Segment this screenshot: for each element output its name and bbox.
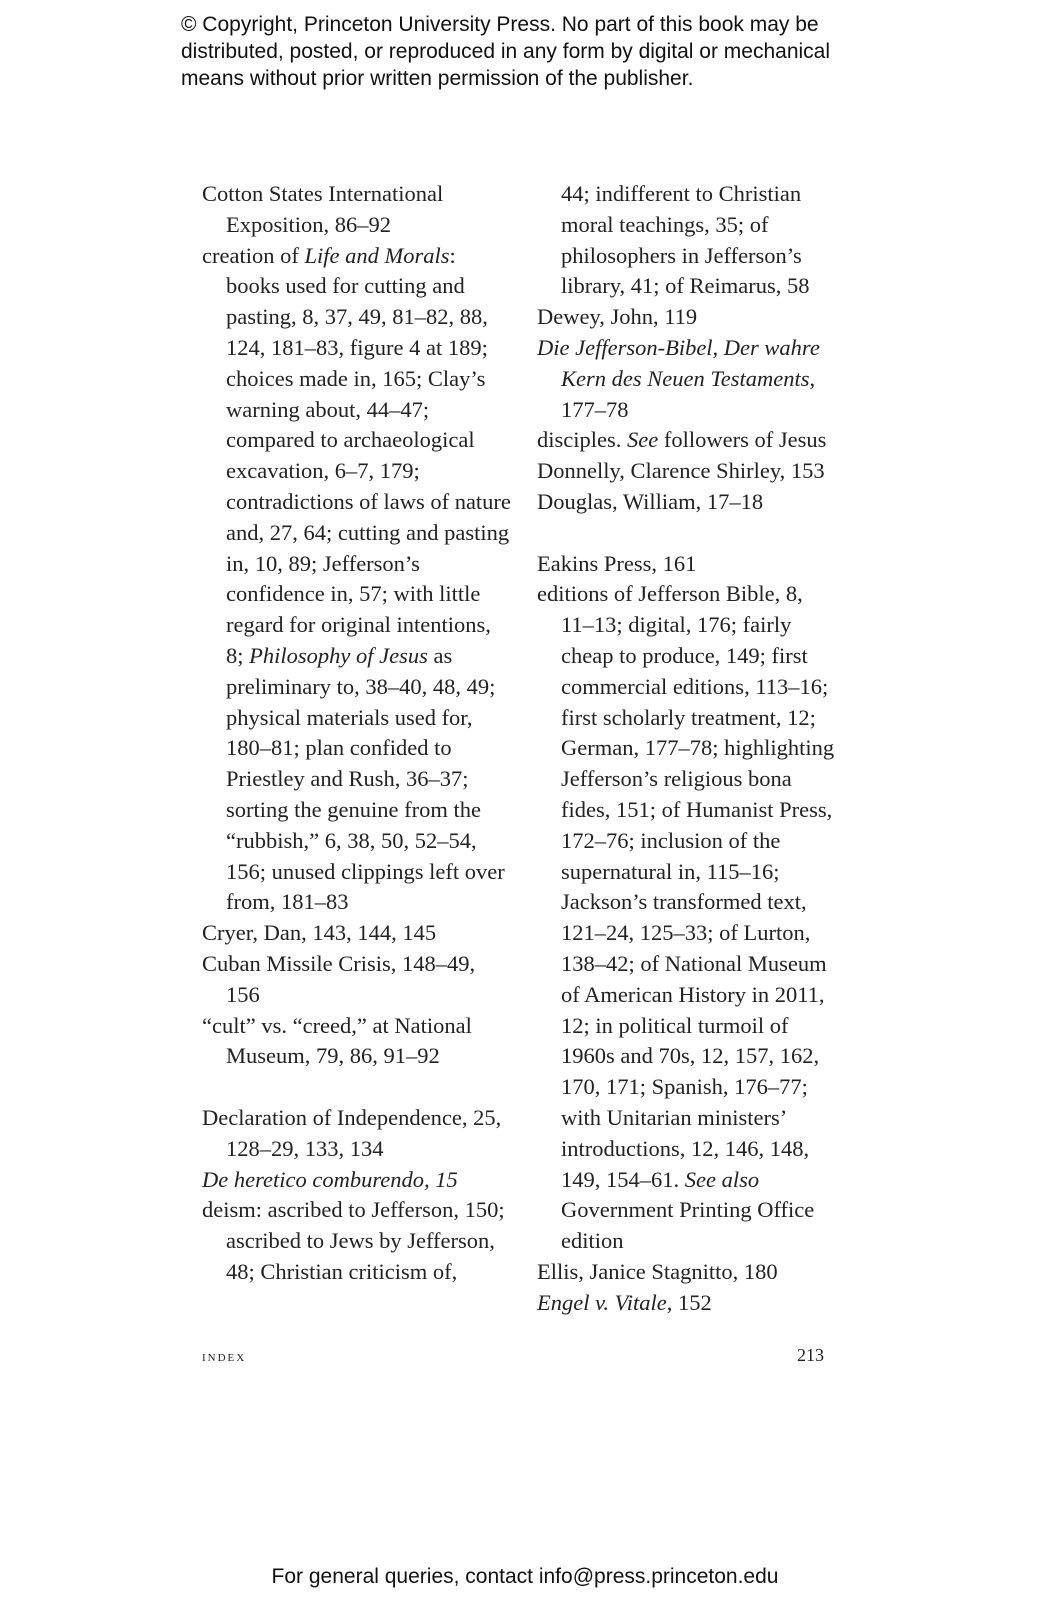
- entry-text: : books used for cutting and pasting, 8, 37, 49, 81–82, 88, 124, 181–83, figure 4 at 189; choices made in, 165; Clay’s warning about, 44–47; compared to archaeological excavation, 6–7, 179; contradictions of laws of nature and, 27, 64; cutting and pasting in, 10, 89; Jefferson’s confidence in, 57; with little regard for original intentions, 8;: [226, 242, 511, 668]
- entry-text: “cult” vs. “creed,” at National Museum, 79, 86, 91–92: [202, 1012, 472, 1069]
- entry-text: Ellis, Janice Stagnitto, 180: [537, 1258, 778, 1284]
- index-entry: [202, 241, 512, 919]
- contact-notice: For general queries, contact info@press.princeton.edu: [271, 1565, 779, 1588]
- index-entry: [537, 425, 837, 456]
- entry-italic: Engel v. Vitale: [537, 1289, 667, 1315]
- entry-italic: Life and Morals: [304, 242, 450, 268]
- entry-text: creation of: [202, 242, 305, 268]
- copyright-notice: [181, 11, 981, 92]
- index-entry: [537, 549, 837, 580]
- running-footer-section: index: [202, 1348, 247, 1365]
- entry-text: Cuban Missile Crisis, 148–49, 156: [202, 950, 476, 1007]
- index-entry: [537, 1257, 837, 1288]
- entry-text: 44; indifferent to Christian moral teachings, 35; of philosophers in Jefferson’s library, 41; of Reimarus, 58: [561, 181, 810, 299]
- index-entry-continued: [537, 179, 837, 302]
- entry-italic: De heretico comburendo, 15: [202, 1166, 458, 1192]
- index-entry: [202, 949, 512, 1011]
- entry-text: Declaration of Independence, 25, 128–29, 133, 134: [202, 1104, 502, 1161]
- entry-text: Douglas, William, 17–18: [537, 488, 764, 514]
- index-entry: [202, 918, 512, 949]
- index-entry: [202, 1195, 512, 1287]
- entry-italic: See: [627, 427, 659, 453]
- entry-text: Donnelly, Clarence Shirley, 153: [537, 458, 825, 484]
- entry-text: editions of Jefferson Bible, 8, 11–13; digital, 176; fairly cheap to produce, 149; first commercial editions, 113–16; first scholarly treatment, 12; German, 177–78; highlighting Jefferson’s religious bona fides, 151; of Humanist Press, 172–76; inclusion of the supernatural in, 115–16; Jackson’s transformed text, 121–24, 125–33; of Lurton, 138–42; of National Museum of American History in 2011, 12; in political turmoil of 1960s and 70s, 12, 157, 162, 170, 171; Spanish, 176–77; with Unitarian ministers’ introductions, 12, 146, 148, 149, 154–61.: [537, 581, 835, 1192]
- index-entry: [202, 1165, 512, 1196]
- index-column-right: [537, 179, 837, 1318]
- index-entry: [202, 179, 512, 241]
- entry-italic: See also: [684, 1166, 760, 1192]
- entry-text: Cotton States International Exposition, 86–92: [202, 181, 444, 237]
- entry-text: Cryer, Dan, 143, 144, 145: [202, 920, 437, 946]
- entry-italic: Die Jefferson-Bibel, Der wahre Kern des Neuen Testaments: [537, 334, 820, 391]
- letter-gap: [202, 1072, 512, 1103]
- copyright-line: means without prior written permission of the publisher.: [181, 67, 694, 90]
- entry-text: , 152: [666, 1289, 712, 1315]
- entry-text: Eakins Press, 161: [537, 550, 697, 576]
- entry-text: , 177–78: [561, 365, 816, 422]
- entry-text: as preliminary to, 38–40, 48, 49; physical materials used for, 180–81; plan confided to Priestley and Rush, 36–37; sorting the genuine from the “rubbish,” 6, 38, 50, 52–54, 156; unused clippings left over from, 181–83: [226, 642, 505, 915]
- entry-italic: Philosophy of Jesus: [249, 642, 428, 668]
- index-entry: [537, 302, 837, 333]
- entry-text: deism: ascribed to Jefferson, 150; ascribed to Jews by Jefferson, 48; Christian criticism of,: [202, 1197, 505, 1284]
- entry-text: followers of Jesus: [658, 427, 827, 453]
- index-entry: [537, 487, 837, 518]
- copyright-line: © Copyright, Princeton University Press. No part of this book may be: [181, 13, 819, 36]
- index-entry: [537, 579, 837, 1257]
- entry-text: Government Printing Office edition: [561, 1197, 815, 1254]
- letter-gap: [537, 518, 837, 549]
- copyright-line: distributed, posted, or reproduced in any form by digital or mechanical: [181, 40, 831, 63]
- index-column-left: [202, 179, 512, 1288]
- index-entry: [537, 333, 837, 425]
- page-number: 213: [797, 1345, 824, 1365]
- index-entry: [537, 1288, 837, 1319]
- index-entry: [202, 1103, 512, 1165]
- entry-text: disciples.: [537, 427, 627, 453]
- index-entry: [537, 456, 837, 487]
- index-entry: [202, 1011, 512, 1073]
- entry-text: Dewey, John, 119: [537, 304, 698, 330]
